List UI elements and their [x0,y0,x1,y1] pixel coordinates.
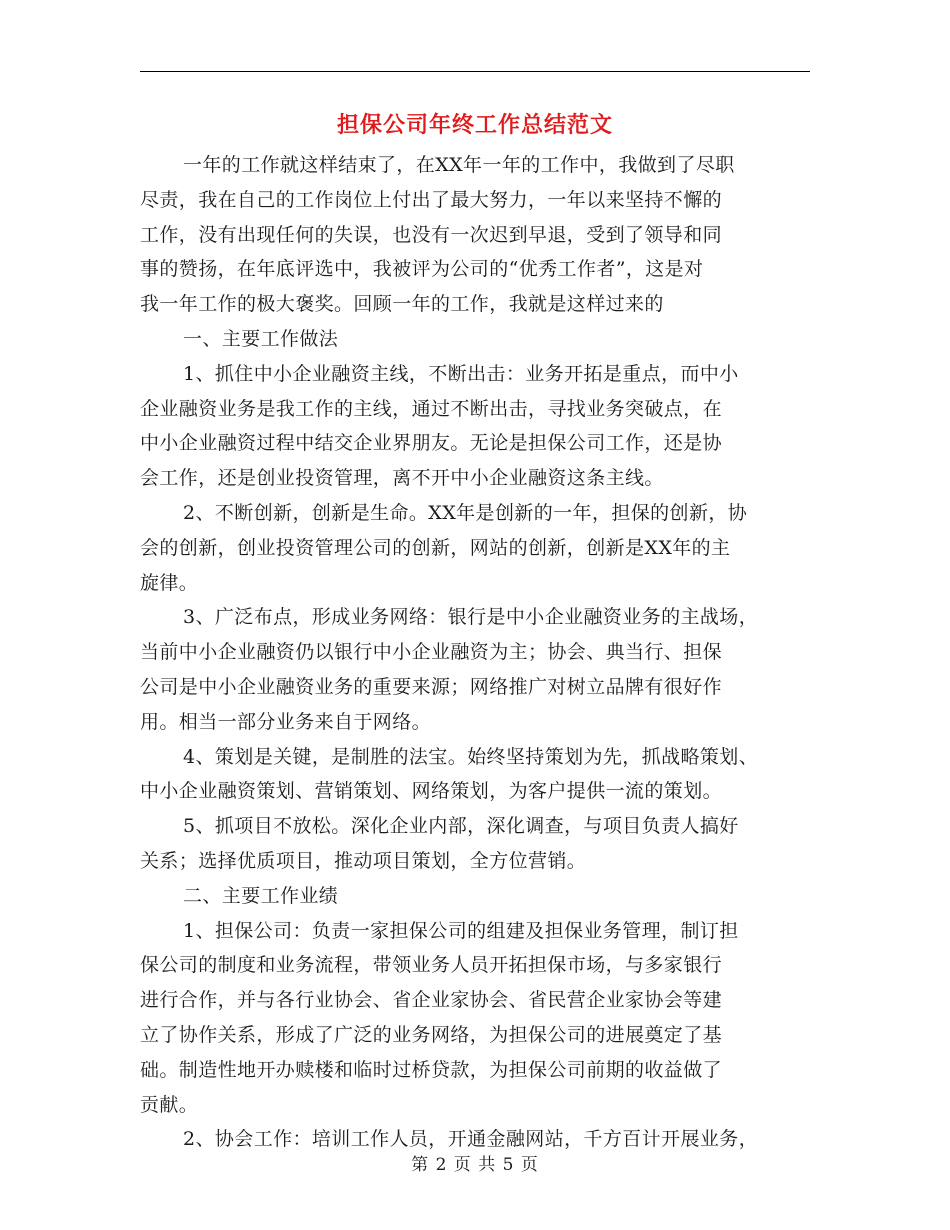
paragraph-result-1: 1、担保公司：负责一家担保公司的组建及担保业务管理，制订担 保公司的制度和业务流程，带领业务人员开拓担保市场，与多家银行 进行合作，并与各行业协会、省企业家协会、省民营企业家协会等建 立了协作关系，形成了广泛的业务网络，为担保公司的进展奠定了基 础。制造性地开办赎楼和临时过桥贷款，为担保公司前期的收益做了 贡献。 [140,919,739,1116]
header-rule [140,71,810,72]
paragraph-method-1: 1、抓住中小企业融资主线，不断出击：业务开拓是重点，而中小 企业融资业务是我工作的主线，通过不断出击，寻找业务突破点，在 中小企业融资过程中结交企业界朋友。无论是担保公司工作，还是协 会工作，还是创业投资管理，离不开中小企业融资这条主线。 [140,362,739,490]
document-body [140,148,812,1157]
paragraph-method-3: 3、广泛布点，形成业务网络：银行是中小企业融资业务的主战场， 当前中小企业融资仍以银行中小企业融资为主；协会、典当行、担保 公司是中小企业融资业务的重要来源；网络推广对树立品牌有很好作 用。相当一部分业务来自于网络。 [140,606,759,733]
paragraph-result-2: 2、协会工作：培训工作人员，开通金融网站，千方百计开展业务， [183,1128,759,1151]
paragraph-intro: 一年的工作就这样结束了，在XX年一年的工作中，我做到了尽职 尽责，我在自己的工作岗位上付出了最大努力，一年以来坚持不懈的 工作，没有出现任何的失误，也没有一次迟到早退，受到了领导和同 事的赞扬，在年底评选中，我被评为公司的“优秀工作者”，这是对 我一年工作的极大褒奖。回顾一年的工作，我就是这样过来的 [140,154,735,316]
paragraph-method-4: 4、策划是关键，是制胜的法宝。始终坚持策划为先，抓战略策划、 中小企业融资策划、营销策划、网络策划，为客户提供一流的策划。 [140,745,759,803]
page-number: 第 2 页 共 5 页 [411,1155,539,1175]
document-title: 担保公司年终工作总结范文 [336,112,613,138]
section-heading-results: 二、主要工作业绩 [183,884,339,907]
section-heading-methods: 一、主要工作做法 [183,327,339,350]
paragraph-method-5: 5、抓项目不放松。深化企业内部，深化调查，与项目负责人搞好 关系；选择优质项目，推动项目策划，全方位营销。 [140,815,739,872]
paragraph-method-2: 2、不断创新，创新是生命。XX年是创新的一年，担保的创新，协 会的创新，创业投资管理公司的创新，网站的创新，创新是XX年的主 旋律。 [140,501,748,594]
